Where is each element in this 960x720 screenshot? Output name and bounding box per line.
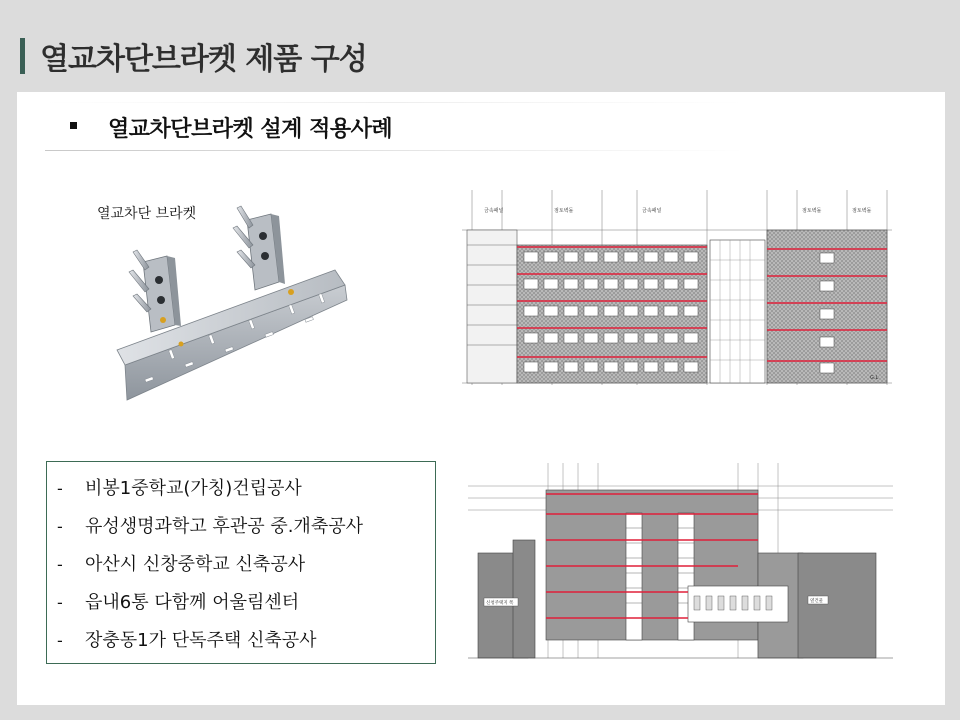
list-item [47,512,435,550]
section-subtitle: 열교차단브라켓 설계 적용사례 [108,117,393,142]
subtitle-top-rule [45,102,745,103]
building-elevation-drawing-2 [468,458,893,663]
project-name: 아산시 신창중학교 신축공사 [85,554,306,575]
project-list-box [46,461,436,664]
thermal-bridge-bracket-illustration [115,200,365,410]
right-neighbor-label: 옆건물 [810,599,824,604]
dash-bullet: - [57,593,63,612]
elev1-tag-2: 점토벽돌 [554,208,574,214]
ground-label: G.L [870,375,879,381]
elev1-tag-3: 금속패널 [642,208,662,214]
project-name: 장충동1가 단독주택 신축공사 [85,630,317,651]
square-bullet-icon [70,122,77,129]
elev1-tag-4: 점토벽돌 [802,208,822,214]
elev1-tag-1: 금속패널 [484,208,504,214]
project-name: 읍내6통 다함께 어울림센터 [85,592,300,613]
building-elevation-drawing-1 [462,185,892,390]
list-item [47,626,435,664]
left-neighbor-label: 신청주택지 쪽 [486,601,514,606]
dash-bullet: - [57,555,63,574]
project-list [47,462,435,664]
page-title: 열교차단브라켓 제품 구성 [40,42,367,77]
project-name: 비봉1중학교(가칭)건립공사 [85,478,302,499]
list-item [47,588,435,626]
list-item [47,550,435,588]
dash-bullet: - [57,517,63,536]
project-name: 유성생명과학고 후관공 중.개축공사 [85,516,363,537]
title-accent-bar [20,38,25,74]
bracket-label: 열교차단 브라켓 [97,206,197,222]
dash-bullet: - [57,479,63,498]
subtitle-rule [45,150,745,151]
list-item [47,474,435,512]
dash-bullet: - [57,631,63,650]
elev1-tag-5: 점토벽돌 [852,208,872,214]
